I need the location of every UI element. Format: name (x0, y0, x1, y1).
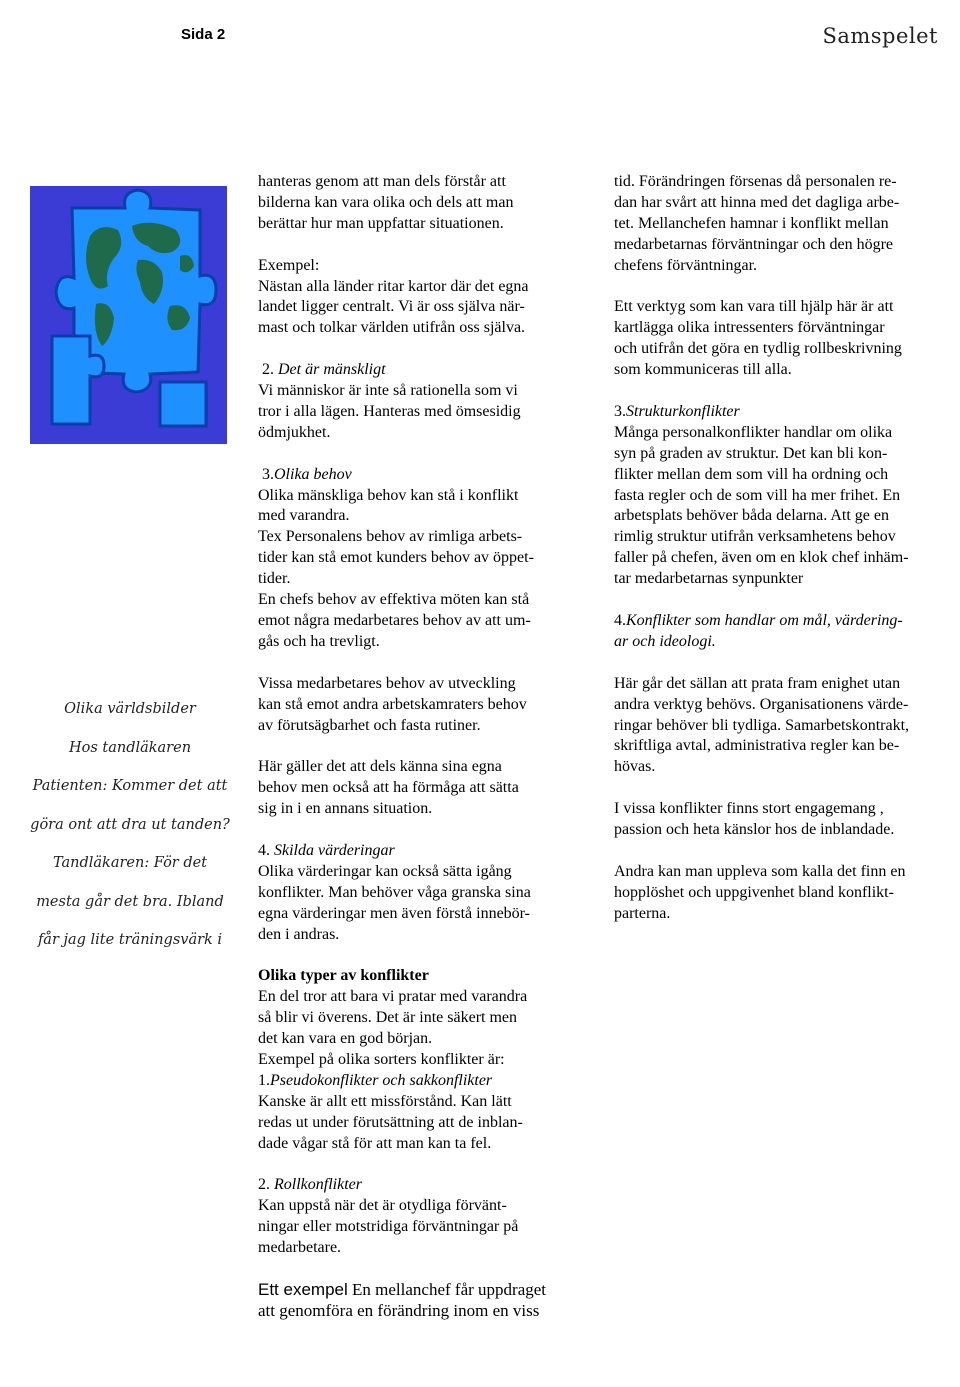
section-number: 3. (262, 465, 274, 483)
section-number: 3. (614, 402, 626, 420)
page-number: Sida 2 (181, 26, 226, 43)
section-title: Konflikter som handlar om mål, värdering- ar och ideologi. (614, 611, 903, 650)
section-number: 2. (262, 361, 274, 379)
sidebar-line: får jag lite träningsvärk i (37, 932, 223, 948)
paragraph: Tex Personalens behov av rimliga arbets- tider kan stå emot kunders behov av öppet- tider. (258, 528, 534, 588)
section-heading (258, 1071, 578, 1092)
paragraph: Olika värderingar kan också sätta igång konflikter. Man behöver våga granska sina egna värderingar men även förstå innebör- den i andras. (258, 862, 531, 943)
puzzle-icon (30, 186, 227, 444)
paragraph: En del tror att bara vi pratar med varandra så blir vi överens. Det är inte säkert men det kan vara en god början. (258, 988, 528, 1048)
middle-column (258, 172, 578, 1322)
sidebar-line: mesta går det bra. Ibland (36, 893, 224, 910)
example-lead: Ett exempel (258, 1279, 348, 1299)
paragraph: Kanske är allt ett missförstånd. Kan lätt redas ut under förutsättning att de inblan- dade vågar stå för att man kan ta fel. (258, 1092, 523, 1152)
paragraph: Här går det sällan att prata fram enighet utan andra verktyg behövs. Organisationens värde- ringar behöver bli tydliga. Samarbetskontrakt, skriftliga avtal, administrativa regler kan be- hövas. (614, 674, 910, 776)
paragraph: Vissa medarbetares behov av utveckling kan stå emot andra arbetskamraters behov av förutsägbarhet och fasta rutiner. (258, 674, 527, 734)
paragraph: Ett verktyg som kan vara till hjälp här är att kartlägga olika intressenters förväntningar och utifrån det göra en tydlig rollbeskrivning som kommuniceras till alla. (614, 298, 902, 379)
sidebar-line: göra ont att dra ut tanden? (30, 816, 230, 833)
section-number: 1. (258, 1071, 270, 1089)
section-heading (258, 465, 578, 486)
paragraph: En chefs behov av effektiva möten kan stå emot några medarbetares behov av att um- gås och ha trevligt. (258, 591, 531, 650)
section-title: Skilda värderingar (274, 841, 395, 859)
section-heading (258, 841, 578, 862)
paragraph: Exempel på olika sorters konflikter är: (258, 1050, 505, 1068)
section-heading (258, 360, 578, 381)
paragraph (258, 1280, 578, 1301)
paragraph: Andra kan man uppleva som kalla det finn en hopplöshet och uppgivenhet bland konflikt- parterna. (614, 862, 906, 922)
sidebar-quote (30, 690, 230, 960)
section-number: 2. (258, 1176, 270, 1194)
newsletter-title: Samspelet (822, 24, 938, 48)
paragraph: Vi människor är inte så rationella som vi tror i alla lägen. Hanteras med ömsesidig ödmjukhet. (258, 382, 521, 441)
section-heading: Olika typer av konflikter (258, 967, 429, 985)
sidebar-line: Patienten: Kommer det att (32, 778, 228, 794)
sidebar-line: Olika världsbilder (64, 701, 196, 717)
section-title: Strukturkonflikter (626, 402, 740, 420)
section-title: Rollkonflikter (274, 1176, 362, 1194)
paragraph: Olika mänskliga behov kan stå i konflikt med varandra. (258, 486, 519, 525)
paragraph: Många personalkonflikter handlar om olika syn på graden av struktur. Det kan bli kon- flikter mellan dem som vill ha ordning och fasta regler och de som vill ha mer frihet. En arbetsplats behöver båda delarna. Att ge en rimlig struktur utifrån verksamhetens behov faller på chefen, även om en klok chef inhäm- tar medarbetarnas synpunkter (614, 423, 909, 588)
section-title: Olika behov (274, 465, 352, 483)
sidebar-line: Tandläkaren: För det (52, 855, 208, 871)
puzzle-world-map-image (30, 186, 227, 444)
section-title: Pseudokonflikter och sakkonflikter (270, 1071, 493, 1089)
sidebar-line: Hos tandläkaren (68, 739, 192, 756)
section-heading (614, 611, 944, 653)
section-number: 4. (614, 611, 626, 629)
paragraph: Kan uppstå när det är otydliga förvänt- ningar eller motstridiga förväntningar på medarbetare. (258, 1197, 519, 1257)
example-label: Exempel: (258, 256, 320, 274)
section-title: Det är mänskligt (278, 361, 386, 379)
paragraph: I vissa konflikter finns stort engagemang , passion och heta känslor hos de inblandade. (614, 800, 895, 839)
paragraph: Här gäller det att dels känna sina egna behov men också att ha förmåga att sätta sig in i en annans situation. (258, 758, 519, 818)
paragraph: hanteras genom att man dels förstår att bilderna kan vara olika och dels att man berättar hur man uppfattar situationen. (258, 173, 514, 232)
right-column (614, 172, 944, 925)
example-text: En mellanchef får uppdraget (347, 1279, 547, 1299)
section-number: 4. (258, 841, 270, 859)
section-heading (614, 402, 944, 423)
paragraph: att genomföra en förändring inom en viss (258, 1300, 540, 1320)
paragraph: Nästan alla länder ritar kartor där det egna landet ligger centralt. Vi är oss själva när- mast och tolkar världen utifrån oss själva. (258, 277, 529, 337)
paragraph: tid. Förändringen försenas då personalen re- dan har svårt att hinna med det dagliga arbe- tet. Mellanchefen hamnar i konflikt mellan medarbetarnas förväntningar och den högre chefens förväntningar. (614, 173, 900, 274)
section-heading (258, 1175, 578, 1196)
